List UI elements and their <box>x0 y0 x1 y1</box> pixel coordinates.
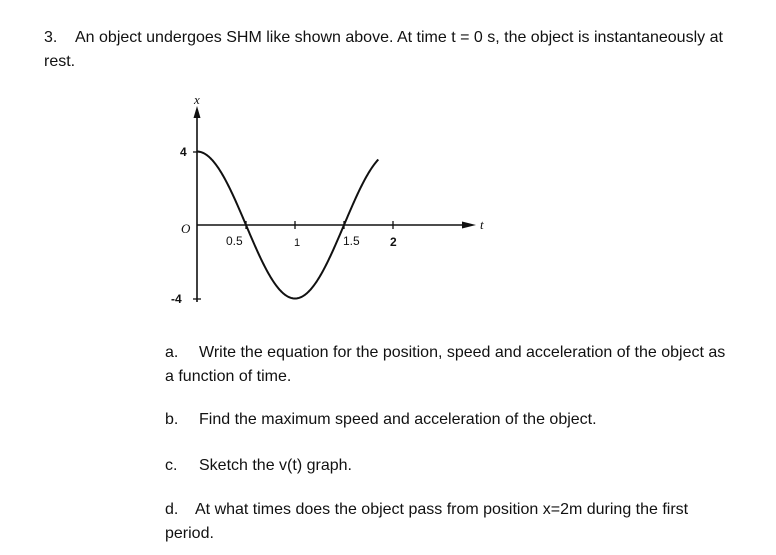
part-c-text: Sketch the v(t) graph. <box>199 457 352 474</box>
part-d-line-2: period. <box>165 525 214 542</box>
x-tick-label-1-5: 1.5 <box>343 234 360 248</box>
part-a-label: a. <box>165 344 179 361</box>
part-a-text: Write the equation for the position, speed and acceleration of the object as <box>199 344 726 361</box>
x-axis-arrow <box>462 222 476 229</box>
part-b-line-1 <box>165 408 597 432</box>
x-tick-label-0-5: 0.5 <box>226 234 243 248</box>
y-axis-label: x <box>194 92 200 107</box>
part-a-line-1 <box>165 341 725 365</box>
question-line-1 <box>44 26 723 50</box>
origin-label: O <box>181 221 191 236</box>
x-axis-label: t <box>480 217 484 232</box>
y-axis-arrow <box>194 106 201 118</box>
part-c-label: c. <box>165 457 178 474</box>
part-c-line-1 <box>165 454 352 478</box>
question-line-2: rest. <box>44 53 76 70</box>
question-number: 3. <box>44 29 58 46</box>
part-b-text: Find the maximum speed and acceleration of the object. <box>199 411 597 428</box>
shm-graph <box>160 90 500 310</box>
part-d-text: At what times does the object pass from position x=2m during the first <box>195 501 689 518</box>
y-tick-label-neg4: -4 <box>171 292 182 306</box>
part-d-line-1 <box>165 498 688 522</box>
part-a-line-2: a function of time. <box>165 368 292 385</box>
part-d-label: d. <box>165 501 179 518</box>
y-tick-label-4: 4 <box>180 145 187 159</box>
question-text: An object undergoes SHM like shown above. At time t = 0 s, the object is instantaneously at <box>75 29 723 46</box>
part-b-label: b. <box>165 411 179 428</box>
x-tick-label-2: 2 <box>390 235 397 249</box>
x-tick-label-1: 1 <box>294 237 301 249</box>
